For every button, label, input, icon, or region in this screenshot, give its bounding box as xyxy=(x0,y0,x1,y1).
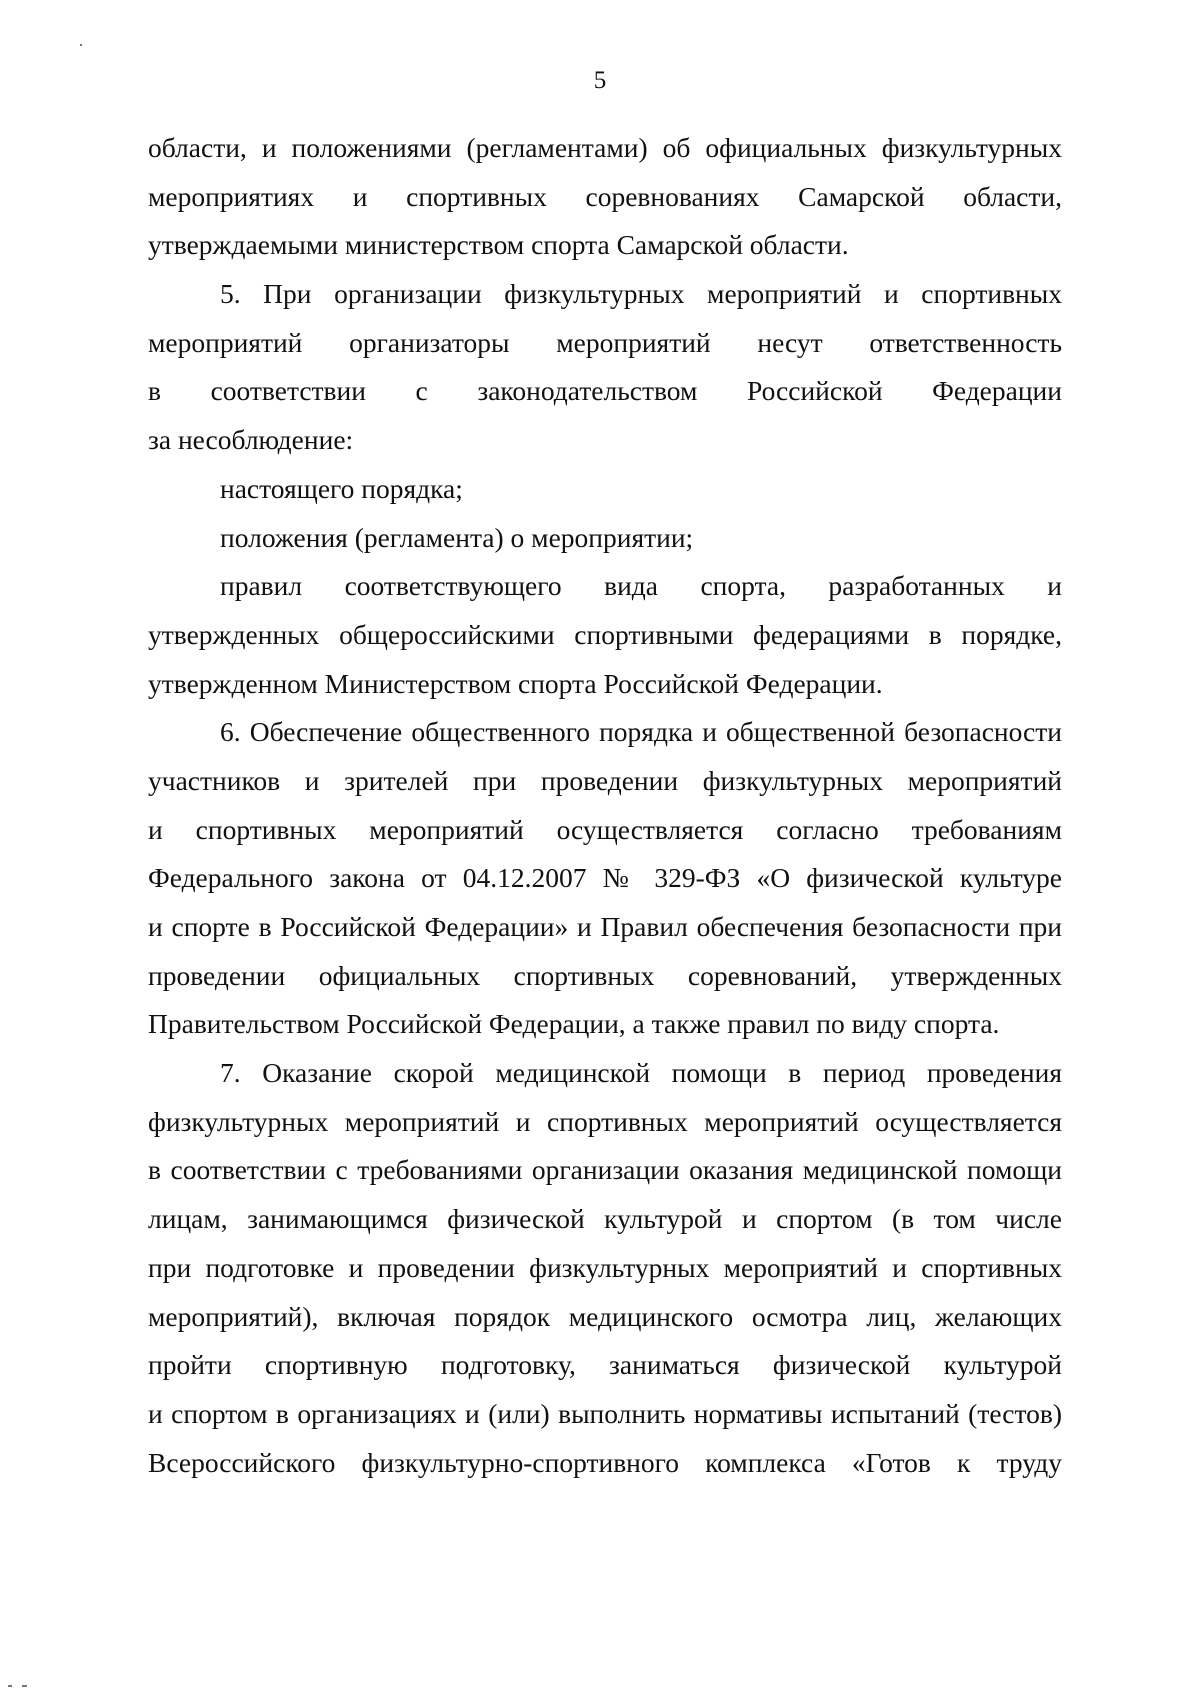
text-line: при подготовке и проведении физкультурных мероприятий и спортивных xyxy=(148,1251,1062,1283)
text-line: пройти спортивную подготовку, заниматься физической культурой xyxy=(148,1349,1062,1381)
text-line: утвержденном Министерством спорта Российской Федерации. xyxy=(148,667,883,699)
text-line: участников и зрителей при проведении физкультурных мероприятий xyxy=(148,764,1062,796)
text-line: мероприятиях и спортивных соревнованиях Самарской области, xyxy=(148,180,1062,212)
scan-speck xyxy=(80,44,82,46)
text-line: проведении официальных спортивных соревнований, утвержденных xyxy=(148,959,1062,991)
text-line: физкультурных мероприятий и спортивных мероприятий осуществляется xyxy=(148,1105,1062,1137)
text-line: утверждаемыми министерством спорта Самарской области. xyxy=(148,229,849,261)
scan-speck xyxy=(8,1685,12,1687)
page-number: 5 xyxy=(593,67,607,94)
paragraph-7-line: 7. Оказание скорой медицинской помощи в период проведения xyxy=(220,1057,1062,1089)
text-line: и спортом в организациях и (или) выполнить нормативы испытаний (тестов) xyxy=(148,1397,1062,1429)
text-line: мероприятий организаторы мероприятий несут ответственность xyxy=(148,326,1062,358)
text-line: в соответствии с требованиями организации оказания медицинской помощи xyxy=(148,1154,1062,1186)
text-line: Правительством Российской Федерации, а также правил по виду спорта. xyxy=(148,1008,1000,1040)
text-line: за несоблюдение: xyxy=(148,424,354,456)
list-item: настоящего порядка; xyxy=(220,472,463,504)
document-body xyxy=(148,124,1062,1487)
scan-speck xyxy=(22,1685,27,1687)
text-line: и спорте в Российской Федерации» и Правил обеспечения безопасности при xyxy=(148,911,1062,942)
paragraph-5-line: 5. При организации физкультурных мероприятий и спортивных xyxy=(220,278,1062,310)
text-line: и спортивных мероприятий осуществляется согласно требованиям xyxy=(148,813,1062,845)
text-line: области, и положениями (регламентами) об официальных физкультурных xyxy=(148,132,1062,163)
text-line: Всероссийского физкультурно-спортивного комплекса «Готов к труду xyxy=(148,1446,1062,1478)
list-item: правил соответствующего вида спорта, разработанных и xyxy=(220,570,1062,602)
text-line: в соответствии с законодательством Российской Федерации xyxy=(148,375,1062,407)
text-line: утвержденных общероссийскими спортивными федерациями в порядке, xyxy=(148,618,1062,650)
text-line: лицам, занимающимся физической культурой и спортом (в том числе xyxy=(148,1203,1062,1235)
paragraph-6-line: 6. Обеспечение общественного порядка и общественной безопасности xyxy=(220,716,1062,748)
text-line: Федерального закона от 04.12.2007 № 329-ФЗ «О физической культуре xyxy=(148,862,1062,894)
list-item: положения (регламента) о мероприятии; xyxy=(220,521,694,553)
text-line: мероприятий), включая порядок медицинского осмотра лиц, желающих xyxy=(148,1300,1062,1332)
